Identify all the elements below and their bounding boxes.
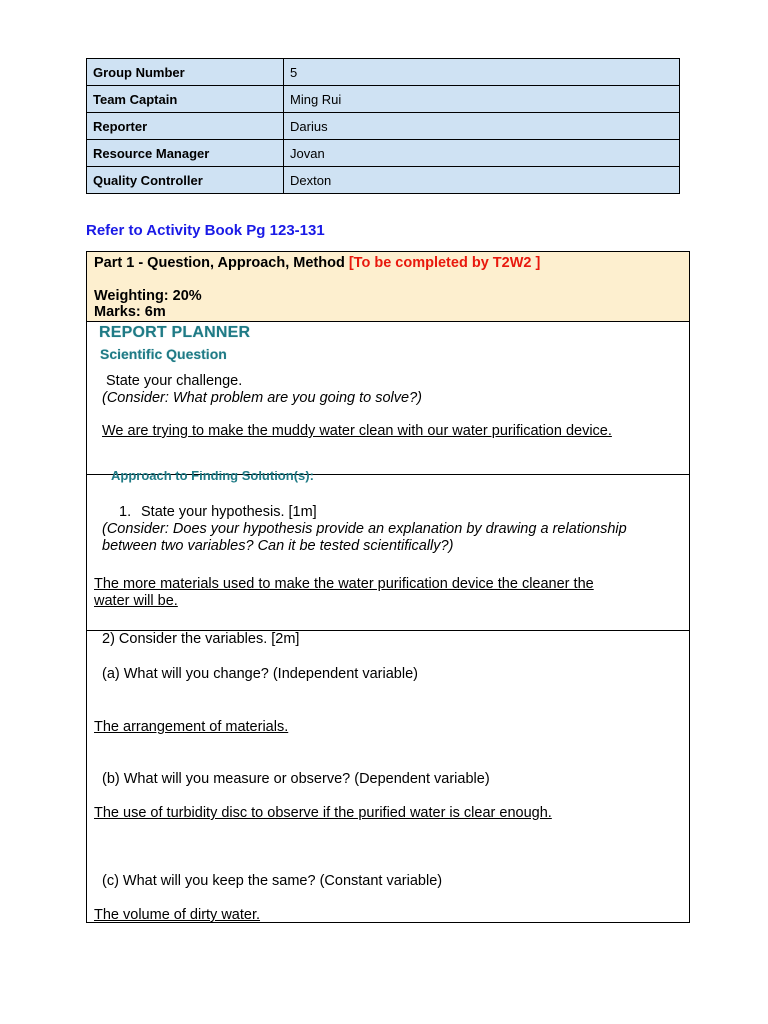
part1-weighting: Weighting: 20% [94,288,202,304]
role-label: Resource Manager [87,140,284,167]
role-value: Darius [284,113,680,140]
dependent-answer: The use of turbidity disc to observe if the purified water is clear enough. [94,805,552,821]
part1-box [86,251,690,923]
part1-header [87,252,689,322]
part1-deadline: [To be completed by T2W2 ] [348,255,541,271]
scientific-question-heading: Scientific Question [100,346,227,362]
group-info-table [86,58,680,194]
variables-prompt: 2) Consider the variables. [2m] [102,631,300,647]
role-value: Jovan [284,140,680,167]
role-value: 5 [284,59,680,86]
part1-marks: Marks: 6m [94,304,166,320]
hypothesis-number: 1. [119,504,132,520]
role-label: Quality Controller [87,167,284,194]
scientific-question-section [87,322,689,475]
group-table-row [87,59,680,86]
part1-title-text: Part 1 - Question, Approach, Method [94,255,345,271]
independent-question: (a) What will you change? (Independent variable) [102,666,418,682]
group-table-row [87,140,680,167]
challenge-answer: We are trying to make the muddy water clean with our water purification device. [102,423,612,439]
challenge-prompt: State your challenge. [106,373,243,389]
role-value: Ming Rui [284,86,680,113]
hypothesis-consider-2: between two variables? Can it be tested scientifically?) [102,538,454,554]
hypothesis-prompt: State your hypothesis. [1m] [141,504,317,520]
constant-answer: The volume of dirty water. [94,907,261,923]
role-label: Group Number [87,59,284,86]
hypothesis-consider-1: (Consider: Does your hypothesis provide an explanation by drawing a relationship [102,521,627,537]
role-label: Team Captain [87,86,284,113]
dependent-question: (b) What will you measure or observe? (Dependent variable) [102,771,490,787]
group-table-row [87,86,680,113]
variables-section [87,631,689,922]
hypothesis-section [87,471,689,631]
report-planner-title: REPORT PLANNER [99,324,251,341]
hypothesis-answer-1: The more materials used to make the water purification device the cleaner the [94,576,594,592]
refer-activity-book: Refer to Activity Book Pg 123-131 [86,222,325,239]
role-label: Reporter [87,113,284,140]
hypothesis-answer-2: water will be. [94,593,178,609]
constant-question: (c) What will you keep the same? (Constant variable) [102,873,443,889]
independent-answer: The arrangement of materials. [94,719,289,735]
part1-title [94,255,540,271]
approach-heading: Approach to Finding Solution(s): [111,471,314,483]
group-table-row [87,113,680,140]
group-table-row [87,167,680,194]
role-value: Dexton [284,167,680,194]
challenge-consider: (Consider: What problem are you going to solve?) [102,390,422,406]
